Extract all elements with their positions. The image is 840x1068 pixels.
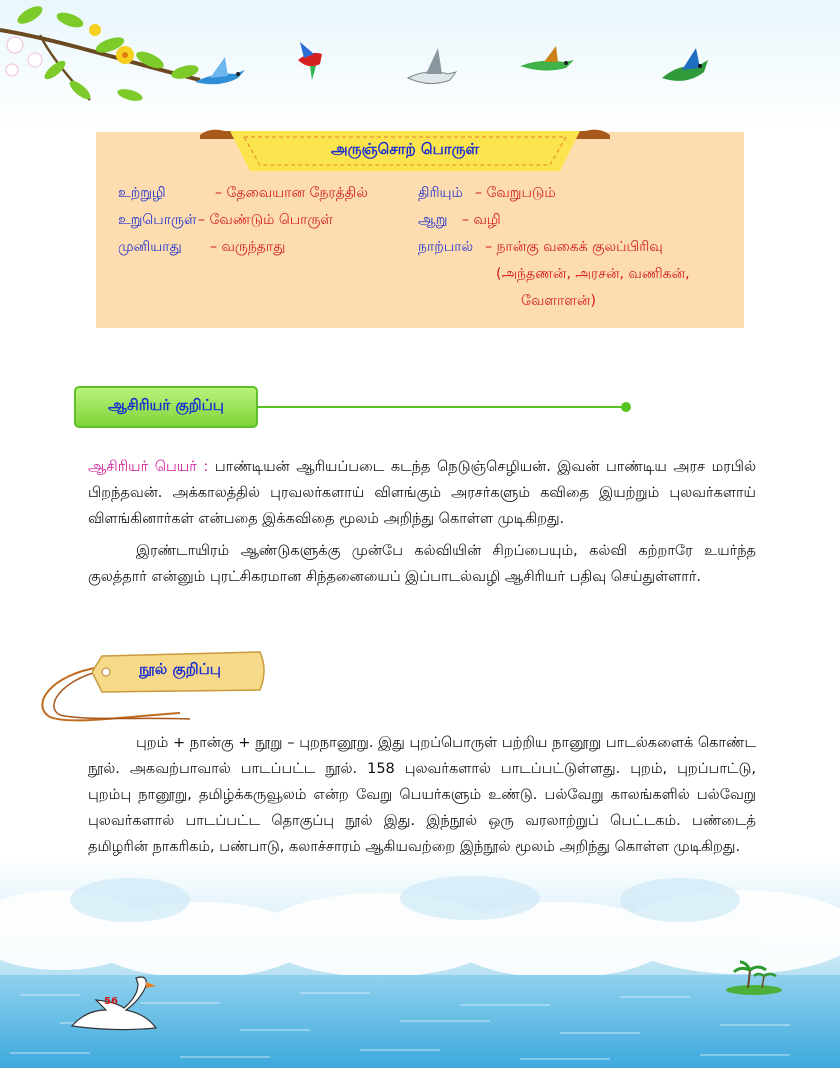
book-heading: நூல் குறிப்பு <box>139 660 221 678</box>
page-number: 56 <box>104 996 118 1007</box>
island-icon <box>724 960 784 996</box>
author-paragraph <box>88 454 756 532</box>
cloud-background <box>0 860 840 980</box>
vocab-word: நாற்பால் <box>418 239 474 255</box>
divider-line <box>258 406 626 408</box>
vocab-meaning-continued: (அந்தணன், அரசன், வணிகன், <box>496 266 690 282</box>
author-name-label: ஆசிரியர் பெயர் : <box>88 459 209 475</box>
author-heading: ஆசிரியர் குறிப்பு <box>108 396 224 414</box>
vocab-meaning: – வழி <box>462 212 501 228</box>
vocab-meaning-continued: வேளாளன்) <box>521 293 596 309</box>
parakeet-icon <box>656 44 714 94</box>
bird-icon <box>190 52 250 96</box>
vocab-word: முனியாது <box>118 239 182 255</box>
parrot-icon <box>290 40 330 82</box>
author-paragraph-2: இரண்டாயிரம் ஆண்டுகளுக்கு முன்பே கல்வியின் சிறப்பையும், கல்வி கற்றாரே உயர்ந்த குலத்தார் என்னும் புரட்சிகரமான சிந்தனையைப் இப்பாடல்வழி ஆசிரியர் பதிவு செய்துள்ளார். <box>88 543 756 585</box>
author-paragraph-text: பாண்டியன் ஆரியப்படை கடந்த நெடுஞ்செழியன். இவன் பாண்டிய அரச மரபில் பிறந்தவன். அக்காலத்தில் புரவலர்களாய் விளங்கும் அரசர்களும் கவிதை இயற்றும் புலவர்களாய் விளங்கினார்கள் என்பதை இக்கவிதை மூலம் அறிந்து கொள்ள முடிகிறது. <box>88 459 757 527</box>
vocab-meaning: – நான்கு வகைக் குலப்பிரிவு <box>485 239 663 255</box>
vocab-meaning: – தேவையான நேரத்தில் <box>215 185 368 201</box>
bee-eater-bird-icon <box>516 44 578 84</box>
divider-dot <box>621 402 631 412</box>
vocab-word: உற்றுழி <box>118 185 166 201</box>
book-paragraph: புறம் + நான்கு + நூறு – புறநானூறு. இது புறப்பொருள் பற்றிய நானூறு பாடல்களைக் கொண்ட நூல். அகவற்பாவால் பாடப்பட்ட நூல். 158 புலவர்களால் பாடப்பட்டுள்ளது. புறம், புறப்பாட்டு, புறம்பு நானூறு, தமிழ்க்கருவூலம் என்ற வேறு பெயர்களும் உண்டு. பல்வேறு காலங்களில் பல்வேறு புலவர்களால் பாடப்பட்ட தொகுப்பு நூல் இது. இந்நூல் ஒரு வரலாற்றுப் பெட்டகம். பண்டைத் தமிழரின் நாகரிகம், பண்பாடு, கலாச்சாரம் ஆகியவற்றை இந்நூல் மூலம் அறிந்து கொள்ள முடிகிறது. <box>88 735 756 855</box>
vocabulary-title: அருஞ்சொற் பொருள் <box>330 140 480 158</box>
flower-branch-decoration <box>0 0 210 115</box>
vocab-meaning: – வருந்தாது <box>210 239 286 255</box>
vocab-meaning: – வேறுபடும் <box>475 185 556 201</box>
vocab-meaning: – வேண்டும் பொருள் <box>198 212 334 228</box>
vocab-word: உறுபொருள் <box>118 212 197 228</box>
vocab-word: ஆறு <box>418 212 448 228</box>
vocab-word: திரியும் <box>418 185 463 201</box>
dove-icon <box>404 46 460 92</box>
